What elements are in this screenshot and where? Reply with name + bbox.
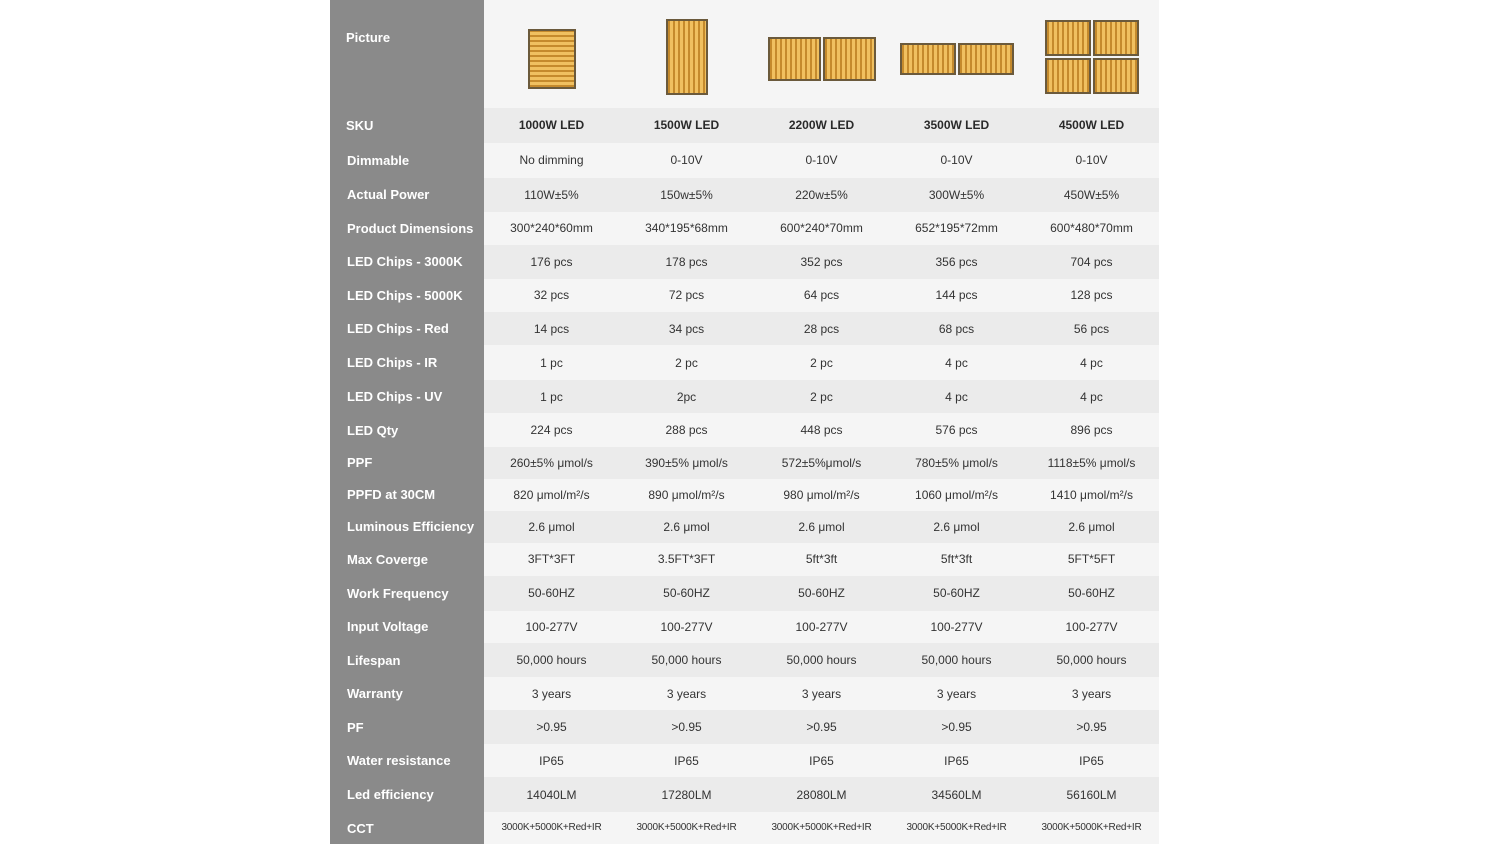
row-label-lifespan: Lifespan xyxy=(347,652,401,668)
table-cell: 50-60HZ xyxy=(528,586,575,601)
table-cell: 50-60HZ xyxy=(663,586,710,601)
table-row-ppfd xyxy=(484,479,1159,511)
table-cell: 352 pcs xyxy=(800,254,843,269)
table-cell: 448 pcs xyxy=(800,423,843,438)
table-cell: 2.6 μmol xyxy=(663,519,710,534)
row-label-chips-5000k: LED Chips - 5000K xyxy=(347,287,463,303)
table-cell: 2.6 μmol xyxy=(798,519,845,534)
comparison-table xyxy=(330,0,1159,844)
table-cell: 5ft*3ft xyxy=(805,552,838,567)
table-cell: IP65 xyxy=(1079,753,1104,768)
table-cell: 34560LM xyxy=(931,787,982,802)
row-label-luminous-efficiency: Luminous Efficiency xyxy=(347,519,475,535)
table-cell: 3500W LED xyxy=(923,118,990,133)
led-panel xyxy=(1093,58,1139,94)
table-cell: 3000K+5000K+Red+IR xyxy=(501,822,602,834)
led-panel xyxy=(666,19,708,95)
table-cell: 100-277V xyxy=(930,619,983,634)
row-label-product-dimensions: Product Dimensions xyxy=(347,220,474,236)
grow-light-4500w-image xyxy=(1024,0,1159,108)
table-cell: 64 pcs xyxy=(803,288,840,303)
table-row-dimmable xyxy=(484,143,1159,178)
table-cell: 1000W LED xyxy=(518,118,585,133)
table-cell: 572±5%μmol/s xyxy=(781,456,862,471)
table-cell: 2 pc xyxy=(810,355,833,370)
table-row-work-frequency xyxy=(484,576,1159,611)
table-cell: 3000K+5000K+Red+IR xyxy=(1041,822,1142,834)
row-label-cct: CCT xyxy=(347,820,374,836)
table-cell: 14040LM xyxy=(526,787,577,802)
table-cell: IP65 xyxy=(944,753,969,768)
grow-light-3500w-image xyxy=(889,0,1024,108)
table-cell: 2 pc xyxy=(810,389,833,404)
table-cell: 56 pcs xyxy=(1073,321,1110,336)
grow-light-1500w-image xyxy=(619,0,754,108)
table-cell: 100-277V xyxy=(525,619,578,634)
table-cell: 4 pc xyxy=(1080,355,1103,370)
table-cell: 1 pc xyxy=(540,389,563,404)
table-row-ppf xyxy=(484,447,1159,479)
led-panel xyxy=(823,37,876,81)
table-cell: >0.95 xyxy=(536,720,567,735)
row-label-chips-ir: LED Chips - IR xyxy=(347,355,438,371)
table-cell: IP65 xyxy=(809,753,834,768)
row-label-pf: PF xyxy=(347,719,364,735)
table-cell: 1500W LED xyxy=(653,118,720,133)
table-row-sku xyxy=(484,108,1159,143)
table-row-pf xyxy=(484,710,1159,744)
table-cell: 100-277V xyxy=(1065,619,1118,634)
table-row-water-resistance xyxy=(484,744,1159,777)
table-cell: IP65 xyxy=(539,753,564,768)
table-cell: 3 years xyxy=(666,686,707,701)
table-cell: 780±5% μmol/s xyxy=(915,456,998,471)
row-label-work-frequency: Work Frequency xyxy=(347,585,449,601)
table-cell: 220w±5% xyxy=(795,187,848,202)
table-row-cct xyxy=(484,812,1159,844)
led-panel xyxy=(1045,58,1091,94)
table-cell: 50,000 hours xyxy=(1056,652,1127,667)
table-cell: 150w±5% xyxy=(660,187,713,202)
table-cell: 820 μmol/m²/s xyxy=(513,487,590,502)
table-cell: 3 years xyxy=(531,686,572,701)
table-cell: 50-60HZ xyxy=(1068,586,1115,601)
table-cell: 56160LM xyxy=(1066,787,1117,802)
row-label-column xyxy=(330,0,484,844)
table-row-chips-3000k xyxy=(484,245,1159,279)
table-row-chips-red xyxy=(484,312,1159,345)
table-cell: 0-10V xyxy=(1075,153,1108,168)
table-cell: 576 pcs xyxy=(935,423,978,438)
table-cell: 260±5% μmol/s xyxy=(510,456,593,471)
table-cell: 2.6 μmol xyxy=(933,519,980,534)
table-cell: 1410 μmol/m²/s xyxy=(1050,487,1133,502)
table-cell: 356 pcs xyxy=(935,254,978,269)
table-cell: 3000K+5000K+Red+IR xyxy=(636,822,737,834)
row-label-ppf: PPF xyxy=(347,455,373,471)
table-cell: 72 pcs xyxy=(668,288,705,303)
table-cell: 600*240*70mm xyxy=(780,221,863,236)
table-cell: 3 years xyxy=(801,686,842,701)
table-cell: 4 pc xyxy=(1080,389,1103,404)
led-panel xyxy=(900,43,956,75)
table-cell: >0.95 xyxy=(806,720,837,735)
table-row-warranty xyxy=(484,677,1159,710)
table-cell: 5FT*5FT xyxy=(1067,552,1116,567)
table-cell: 340*195*68mm xyxy=(645,221,728,236)
led-panel xyxy=(528,29,576,89)
row-label-picture: Picture xyxy=(346,30,391,45)
table-cell: 5ft*3ft xyxy=(940,552,973,567)
table-cell: 32 pcs xyxy=(533,288,570,303)
table-cell: No dimming xyxy=(519,153,584,168)
row-label-dimmable: Dimmable xyxy=(347,152,410,168)
grow-light-1000w-image xyxy=(484,0,619,108)
row-label-ppfd: PPFD at 30CM xyxy=(347,487,436,503)
table-cell: 3000K+5000K+Red+IR xyxy=(771,822,872,834)
row-label-led-qty: LED Qty xyxy=(347,422,399,438)
table-cell: 4500W LED xyxy=(1058,118,1125,133)
table-cell: 28080LM xyxy=(796,787,847,802)
table-cell: 178 pcs xyxy=(665,254,708,269)
table-cell: 224 pcs xyxy=(530,423,573,438)
table-cell: 4 pc xyxy=(945,389,968,404)
table-cell: 2200W LED xyxy=(788,118,855,133)
table-cell: 100-277V xyxy=(660,619,713,634)
table-cell: 176 pcs xyxy=(530,254,573,269)
row-label-chips-uv: LED Chips - UV xyxy=(347,389,443,405)
table-cell: >0.95 xyxy=(1076,720,1107,735)
table-cell: 2 pc xyxy=(675,355,698,370)
picture-row xyxy=(484,0,1159,108)
table-cell: 896 pcs xyxy=(1070,423,1113,438)
table-row-lifespan xyxy=(484,643,1159,678)
table-cell: 450W±5% xyxy=(1063,187,1120,202)
grow-light-2200w-image xyxy=(754,0,889,108)
table-cell: 50,000 hours xyxy=(516,652,587,667)
row-label-water-resistance: Water resistance xyxy=(347,753,451,769)
table-cell: 3.5FT*3FT xyxy=(657,552,716,567)
table-cell: 300*240*60mm xyxy=(510,221,593,236)
table-cell: 3 years xyxy=(936,686,977,701)
table-row-product-dimensions xyxy=(484,212,1159,245)
table-row-actual-power xyxy=(484,178,1159,212)
table-row-max-coverage xyxy=(484,543,1159,576)
table-cell: 2.6 μmol xyxy=(1068,519,1115,534)
table-cell: 2pc xyxy=(676,389,697,404)
table-cell: 50,000 hours xyxy=(786,652,857,667)
table-cell: 144 pcs xyxy=(935,288,978,303)
table-cell: 704 pcs xyxy=(1070,254,1113,269)
table-cell: 50-60HZ xyxy=(933,586,980,601)
table-cell: 600*480*70mm xyxy=(1050,221,1133,236)
row-label-input-voltage: Input Voltage xyxy=(347,619,429,635)
led-panel xyxy=(1093,20,1139,56)
table-cell: 50,000 hours xyxy=(921,652,992,667)
table-cell: 4 pc xyxy=(945,355,968,370)
row-label-warranty: Warranty xyxy=(347,686,403,702)
row-label-actual-power: Actual Power xyxy=(347,187,430,203)
table-row-chips-5000k xyxy=(484,279,1159,313)
row-label-sku: SKU xyxy=(346,117,374,133)
row-label-max-coverage: Max Coverge xyxy=(347,551,428,567)
table-cell: 3FT*3FT xyxy=(527,552,576,567)
table-row-luminous-efficiency xyxy=(484,511,1159,543)
table-cell: >0.95 xyxy=(941,720,972,735)
table-row-input-voltage xyxy=(484,611,1159,643)
table-row-chips-uv xyxy=(484,380,1159,413)
table-cell: 28 pcs xyxy=(803,321,840,336)
led-panel xyxy=(768,37,821,81)
table-cell: 128 pcs xyxy=(1070,288,1113,303)
table-cell: 652*195*72mm xyxy=(915,221,998,236)
table-cell: >0.95 xyxy=(671,720,702,735)
table-row-chips-ir xyxy=(484,345,1159,380)
table-cell: 3000K+5000K+Red+IR xyxy=(906,822,1007,834)
table-cell: 17280LM xyxy=(661,787,712,802)
table-row-led-efficiency xyxy=(484,777,1159,812)
table-cell: 1060 μmol/m²/s xyxy=(915,487,998,502)
table-cell: 1 pc xyxy=(540,355,563,370)
table-cell: 288 pcs xyxy=(665,423,708,438)
table-cell: 34 pcs xyxy=(668,321,705,336)
table-cell: 68 pcs xyxy=(938,321,975,336)
table-cell: 50,000 hours xyxy=(651,652,722,667)
table-cell: 0-10V xyxy=(805,153,838,168)
row-label-chips-red: LED Chips - Red xyxy=(347,321,449,337)
table-cell: 890 μmol/m²/s xyxy=(648,487,725,502)
table-cell: IP65 xyxy=(674,753,699,768)
table-cell: 2.6 μmol xyxy=(528,519,575,534)
table-cell: 980 μmol/m²/s xyxy=(783,487,860,502)
table-cell: 0-10V xyxy=(670,153,703,168)
table-cell: 3 years xyxy=(1071,686,1112,701)
table-cell: 1118±5% μmol/s xyxy=(1047,456,1136,471)
table-cell: 100-277V xyxy=(795,619,848,634)
table-cell: 14 pcs xyxy=(533,321,570,336)
table-cell: 300W±5% xyxy=(928,187,985,202)
table-cell: 50-60HZ xyxy=(798,586,845,601)
table-row-led-qty xyxy=(484,413,1159,447)
row-label-chips-3000k: LED Chips - 3000K xyxy=(347,253,463,269)
row-label-led-efficiency: Led efficiency xyxy=(347,787,434,803)
led-panel xyxy=(958,43,1014,75)
table-cell: 0-10V xyxy=(940,153,973,168)
table-cell: 110W±5% xyxy=(524,187,579,202)
led-panel xyxy=(1045,20,1091,56)
product-data-area xyxy=(484,0,1159,844)
table-cell: 390±5% μmol/s xyxy=(645,456,728,471)
